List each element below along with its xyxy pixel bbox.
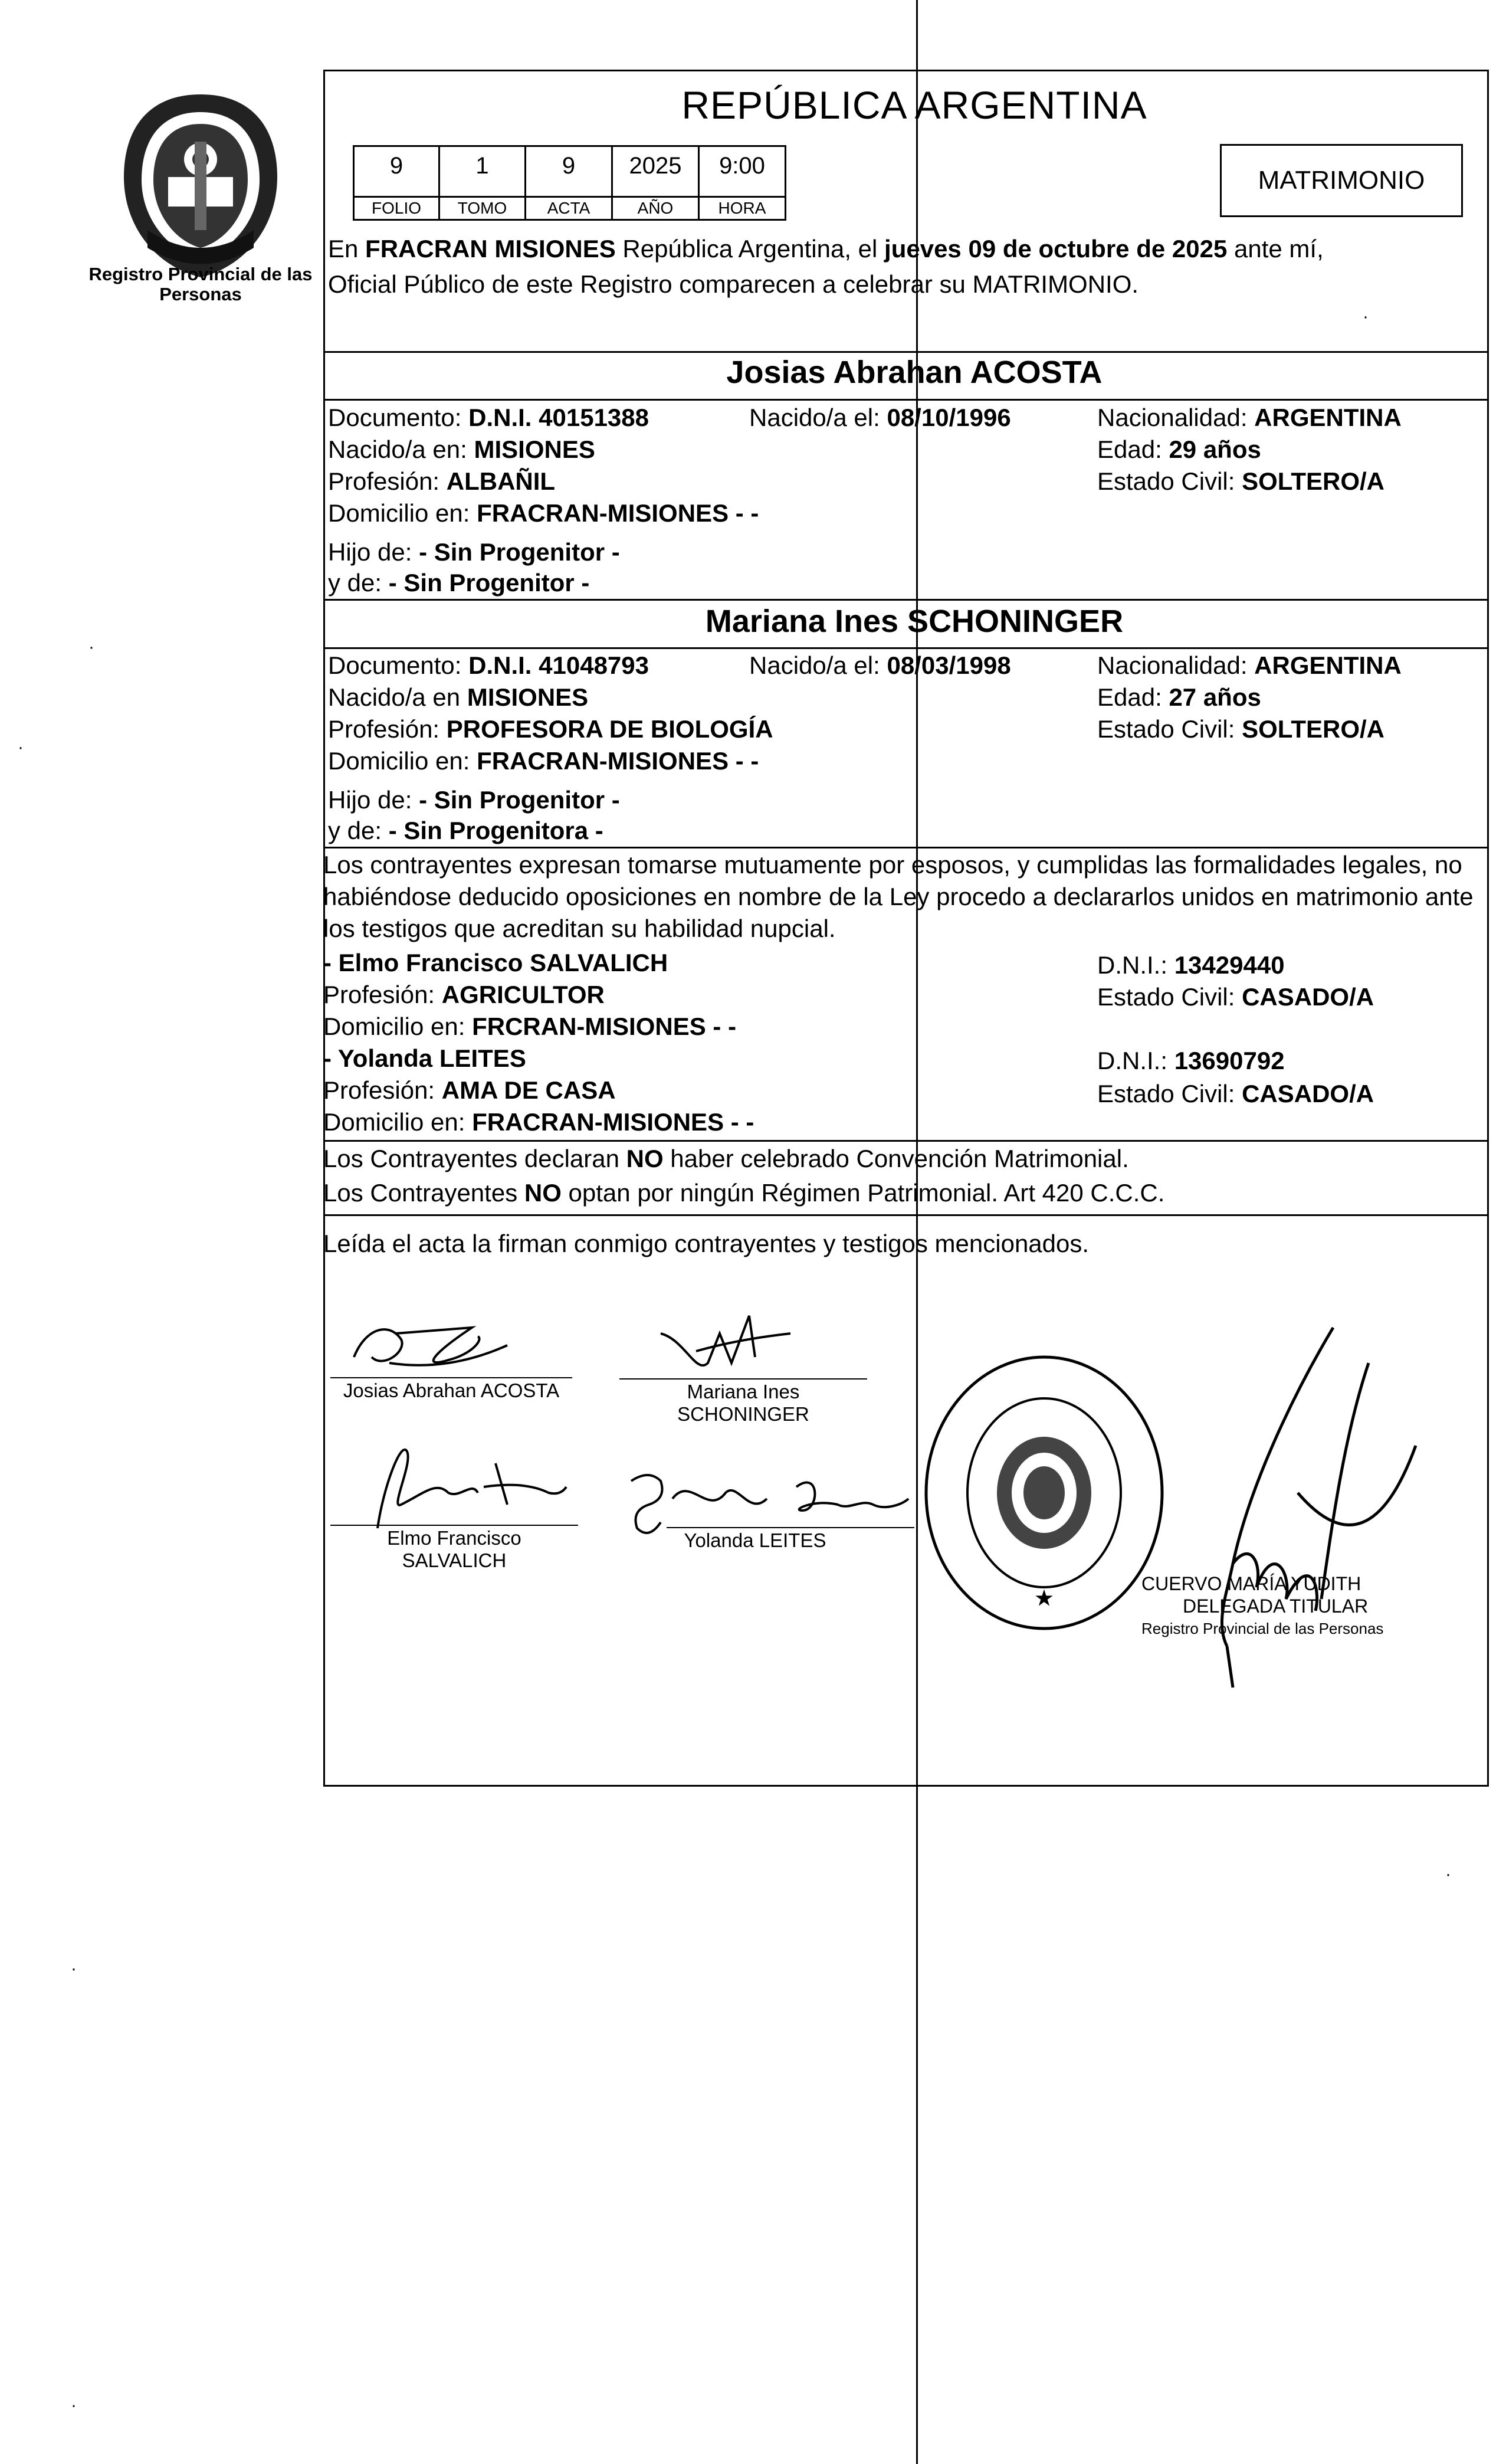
separator — [323, 847, 1489, 848]
anio-value: 2025 — [629, 153, 682, 179]
frame-right — [1487, 70, 1489, 1787]
folio-label: FOLIO — [355, 196, 438, 219]
signature-mariana — [649, 1298, 802, 1381]
regimen-line-2: Los Contrayentes NO optan por ningún Régimen Patrimonial. Art 420 C.C.C. — [323, 1179, 1165, 1207]
signature-elmo — [330, 1428, 578, 1534]
separator — [323, 647, 1489, 649]
folio-box — [353, 145, 440, 221]
signature-caption-elmo: Elmo Francisco SALVALICH — [387, 1527, 521, 1571]
document-title: REPÚBLICA ARGENTINA — [681, 83, 1147, 127]
official-name: CUERVO MARÍA YUDITH — [1141, 1573, 1361, 1594]
official-organization: Registro Provincial de las Personas — [1141, 1620, 1384, 1637]
declaration-line-1: Los contrayentes expresan tomarse mutuamente por esposos, y cumplidas las formalidades legales, no — [323, 851, 1462, 879]
contrayente-2-name: Mariana Ines SCHONINGER — [705, 604, 1124, 639]
signature-josias — [330, 1304, 555, 1381]
scan-speck: · — [71, 2396, 77, 2415]
witness-1-dni: D.N.I.: 13429440 — [1097, 951, 1285, 979]
c1-birthdate: Nacido/a el: 08/10/1996 — [749, 404, 1011, 431]
hora-value: 9:00 — [719, 153, 765, 179]
acta-label: ACTA — [526, 196, 611, 219]
folio-value: 9 — [389, 153, 403, 179]
separator — [323, 351, 1489, 353]
tomo-value: 1 — [475, 153, 489, 179]
c2-parent-1: Hijo de: - Sin Progenitor - — [328, 786, 620, 814]
tomo-box — [438, 145, 526, 221]
signature-caption-mariana: Mariana Ines SCHONINGER — [677, 1381, 809, 1425]
witness-1-name: - Elmo Francisco SALVALICH — [323, 949, 668, 977]
scan-speck: · — [71, 1959, 77, 1978]
c1-profession: Profesión: ALBAÑIL — [328, 467, 556, 495]
hora-box — [698, 145, 786, 221]
signature-caption-josias: Josias Abrahan ACOSTA — [343, 1380, 560, 1401]
c1-nationality: Nacionalidad: ARGENTINA — [1097, 404, 1402, 431]
separator — [323, 1214, 1489, 1216]
intro-line-1: En FRACRAN MISIONES República Argentina, el jueves 09 de octubre de 2025 ante mí, — [328, 235, 1324, 263]
c2-age: Edad: 27 años — [1097, 683, 1261, 711]
c2-nationality: Nacionalidad: ARGENTINA — [1097, 651, 1402, 679]
scan-speck: · — [18, 738, 24, 757]
acta-value: 9 — [562, 153, 576, 179]
signature-caption-yolanda: Yolanda LEITES — [684, 1529, 826, 1551]
closing-line: Leída el acta la firman conmigo contrayentes y testigos mencionados. — [323, 1230, 1090, 1257]
c1-age: Edad: 29 años — [1097, 435, 1261, 463]
signature-line — [619, 1378, 867, 1380]
c1-domicile: Domicilio en: FRACRAN-MISIONES - - — [328, 499, 759, 527]
scan-speck: · — [1363, 307, 1369, 326]
intro-line-2: Oficial Público de este Registro comparecen a celebrar su MATRIMONIO. — [328, 270, 1139, 298]
separator — [323, 599, 1489, 601]
c2-domicile: Domicilio en: FRACRAN-MISIONES - - — [328, 747, 759, 775]
c2-profession: Profesión: PROFESORA DE BIOLOGÍA — [328, 715, 773, 743]
svg-text:★: ★ — [1035, 1587, 1054, 1610]
hora-label: HORA — [700, 196, 785, 219]
scan-speck: · — [1445, 1865, 1451, 1884]
c2-parent-2: y de: - Sin Progenitora - — [328, 817, 603, 844]
regimen-line-1: Los Contrayentes declaran NO haber celebrado Convención Matrimonial. — [323, 1145, 1129, 1172]
c1-parent-1: Hijo de: - Sin Progenitor - — [328, 538, 620, 566]
anio-label: AÑO — [613, 196, 698, 219]
witness-1-domicile: Domicilio en: FRCRAN-MISIONES - - — [323, 1013, 737, 1040]
c2-document: Documento: D.N.I. 41048793 — [328, 651, 649, 679]
c1-civil-status: Estado Civil: SOLTERO/A — [1097, 467, 1384, 495]
anio-box — [611, 145, 700, 221]
delegation-seal-stamp — [920, 1351, 1168, 1634]
witness-1-profession: Profesión: AGRICULTOR — [323, 981, 605, 1008]
c2-civil-status: Estado Civil: SOLTERO/A — [1097, 715, 1384, 743]
separator — [323, 1140, 1489, 1142]
signature-line — [330, 1377, 572, 1378]
c1-parent-2: y de: - Sin Progenitor - — [328, 569, 590, 597]
separator — [323, 399, 1489, 401]
c2-birthplace: Nacido/a en MISIONES — [328, 683, 589, 711]
witness-2-civil-status: Estado Civil: CASADO/A — [1097, 1080, 1374, 1108]
c1-birthplace: Nacido/a en: MISIONES — [328, 435, 595, 463]
declaration-line-2: habiéndose deducido oposiciones en nombre de la Ley procedo a declararlos unidos en matrimonio ante — [323, 883, 1474, 910]
signature-line — [330, 1525, 578, 1526]
tomo-label: TOMO — [440, 196, 524, 219]
witness-2-domicile: Domicilio en: FRACRAN-MISIONES - - — [323, 1108, 754, 1136]
declaration-line-3: los testigos que acreditan su habilidad nupcial. — [323, 915, 836, 942]
logo-caption: Registro Provincial de las Personas — [88, 264, 313, 304]
witness-2-dni: D.N.I.: 13690792 — [1097, 1047, 1285, 1074]
province-coat-of-arms-logo — [112, 89, 289, 283]
witness-2-profession: Profesión: AMA DE CASA — [323, 1076, 616, 1104]
c1-document: Documento: D.N.I. 40151388 — [328, 404, 649, 431]
signature-line — [667, 1527, 914, 1528]
c2-birthdate: Nacido/a el: 08/03/1998 — [749, 651, 1011, 679]
official-stamp-text — [1141, 1572, 1401, 1640]
act-type-box: MATRIMONIO — [1220, 144, 1463, 217]
official-role: DELEGADA TITULAR — [1183, 1595, 1369, 1617]
witness-2-name: - Yolanda LEITES — [323, 1044, 526, 1072]
witness-1-civil-status: Estado Civil: CASADO/A — [1097, 983, 1374, 1011]
scan-speck: · — [88, 637, 94, 657]
contrayente-1-name: Josias Abrahan ACOSTA — [726, 355, 1103, 390]
acta-box — [524, 145, 613, 221]
